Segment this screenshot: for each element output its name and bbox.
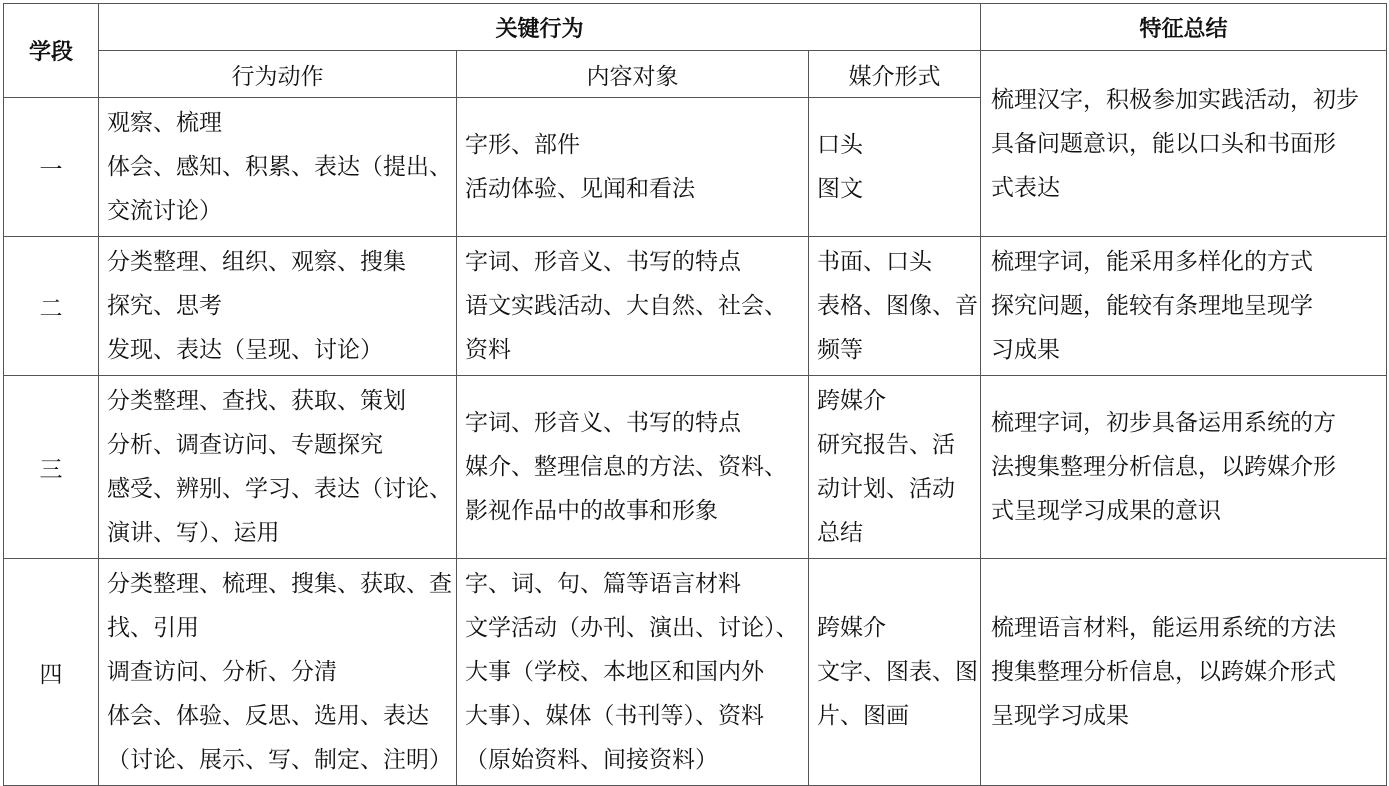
content-cell xyxy=(457,98,809,237)
summary-line: 具备问题意识，能以口头和书面形 xyxy=(991,130,1336,157)
content-line: 文学活动（办刊、演出、讨论）、 xyxy=(465,615,799,641)
content-cell xyxy=(457,376,809,559)
action-line: 分析、调查访问、专题探究 xyxy=(107,432,383,458)
subheader-action: 行为动作 xyxy=(99,51,457,98)
media-line: 图文 xyxy=(817,176,863,202)
content-line: 资料 xyxy=(465,337,511,363)
content-line: 字、词、句、篇等语言材料 xyxy=(465,571,741,597)
content-line: 字词、形音义、书写的特点 xyxy=(465,249,741,275)
media-line: 跨媒介 xyxy=(817,615,886,641)
summary-line: 法搜集整理分析信息，以跨媒介形 xyxy=(991,454,1336,480)
subheader-content: 内容对象 xyxy=(457,51,809,98)
action-line: 观察、梳理 xyxy=(107,110,222,136)
media-line: 表格、图像、音 xyxy=(817,293,978,319)
action-cell xyxy=(99,376,457,559)
action-line: 感受、辨别、学习、表达（讨论、 xyxy=(107,476,452,502)
stage-behavior-table xyxy=(3,3,1387,786)
media-line: 跨媒介 xyxy=(817,388,886,414)
media-cell xyxy=(809,559,981,786)
summary-line: 呈现学习成果 xyxy=(991,703,1129,729)
media-line: 书面、口头 xyxy=(817,249,932,275)
content-line: 字形、部件 xyxy=(465,132,580,158)
summary-line: 式呈现学习成果的意识 xyxy=(991,498,1221,524)
content-line: 语文实践活动、大自然、社会、 xyxy=(465,293,787,319)
media-line: 文字、图表、图 xyxy=(817,659,978,685)
content-cell xyxy=(457,237,809,376)
table-row xyxy=(4,376,1387,559)
summary-line: 习成果 xyxy=(991,337,1060,363)
summary-cell-3 xyxy=(981,376,1387,559)
action-line: 体会、感知、积累、表达（提出、 xyxy=(107,154,452,180)
action-line: 调查访问、分析、分清 xyxy=(107,659,337,685)
content-line: 大事（学校、本地区和国内外 xyxy=(465,659,764,685)
summary-cell-1 xyxy=(981,51,1387,237)
action-line: 探究、思考 xyxy=(107,293,222,319)
media-cell xyxy=(809,98,981,237)
action-line: 分类整理、组织、观察、搜集 xyxy=(107,249,406,275)
summary-line: 梳理字词，能采用多样化的方式 xyxy=(991,249,1313,275)
action-cell xyxy=(99,98,457,237)
media-line: 片、图画 xyxy=(817,703,909,729)
media-line: 口头 xyxy=(817,132,863,158)
header-stage: 学段 xyxy=(4,4,99,98)
media-line: 研究报告、活 xyxy=(817,432,955,458)
summary-line: 式表达 xyxy=(991,174,1060,201)
content-line: 字词、形音义、书写的特点 xyxy=(465,410,741,436)
content-line: （原始资料、间接资料） xyxy=(465,747,718,773)
media-line: 动计划、活动 xyxy=(817,476,955,502)
summary-line: 探究问题，能较有条理地呈现学 xyxy=(991,293,1313,319)
media-line: 总结 xyxy=(817,520,863,546)
action-line: 交流讨论） xyxy=(107,198,222,224)
stage-label: 一 xyxy=(4,98,99,237)
action-line: 体会、体验、反思、选用、表达 xyxy=(107,703,429,729)
summary-line: 搜集整理分析信息，以跨媒介形式 xyxy=(991,659,1336,685)
content-cell xyxy=(457,559,809,786)
header-key-behavior: 关键行为 xyxy=(99,4,981,51)
summary-cell-4 xyxy=(981,559,1387,786)
table-row xyxy=(4,237,1387,376)
summary-line: 梳理汉字，积极参加实践活动，初步 xyxy=(991,86,1359,113)
action-line: 分类整理、梳理、搜集、获取、查 xyxy=(107,571,452,597)
action-cell xyxy=(99,559,457,786)
table-row xyxy=(4,559,1387,786)
action-cell xyxy=(99,237,457,376)
stage-label: 三 xyxy=(4,376,99,559)
media-cell xyxy=(809,376,981,559)
content-line: 活动体验、见闻和看法 xyxy=(465,176,695,202)
summary-cell-2 xyxy=(981,237,1387,376)
header-feature-summary: 特征总结 xyxy=(981,4,1387,51)
media-line: 频等 xyxy=(817,337,863,363)
media-cell xyxy=(809,237,981,376)
subheader-media: 媒介形式 xyxy=(809,51,981,98)
content-line: 媒介、整理信息的方法、资料、 xyxy=(465,454,787,480)
summary-line: 梳理字词，初步具备运用系统的方 xyxy=(991,410,1336,436)
summary-line: 梳理语言材料，能运用系统的方法 xyxy=(991,615,1336,641)
action-line: 演讲、写）、运用 xyxy=(107,520,280,546)
stage-label: 四 xyxy=(4,559,99,786)
action-line: （讨论、展示、写、制定、注明） xyxy=(107,747,452,773)
action-line: 分类整理、查找、获取、策划 xyxy=(107,388,406,414)
content-line: 大事）、媒体（书刊等）、资料 xyxy=(465,703,764,729)
action-line: 发现、表达（呈现、讨论） xyxy=(107,337,383,363)
stage-label: 二 xyxy=(4,237,99,376)
action-line: 找、引用 xyxy=(107,615,199,641)
content-line: 影视作品中的故事和形象 xyxy=(465,498,718,524)
